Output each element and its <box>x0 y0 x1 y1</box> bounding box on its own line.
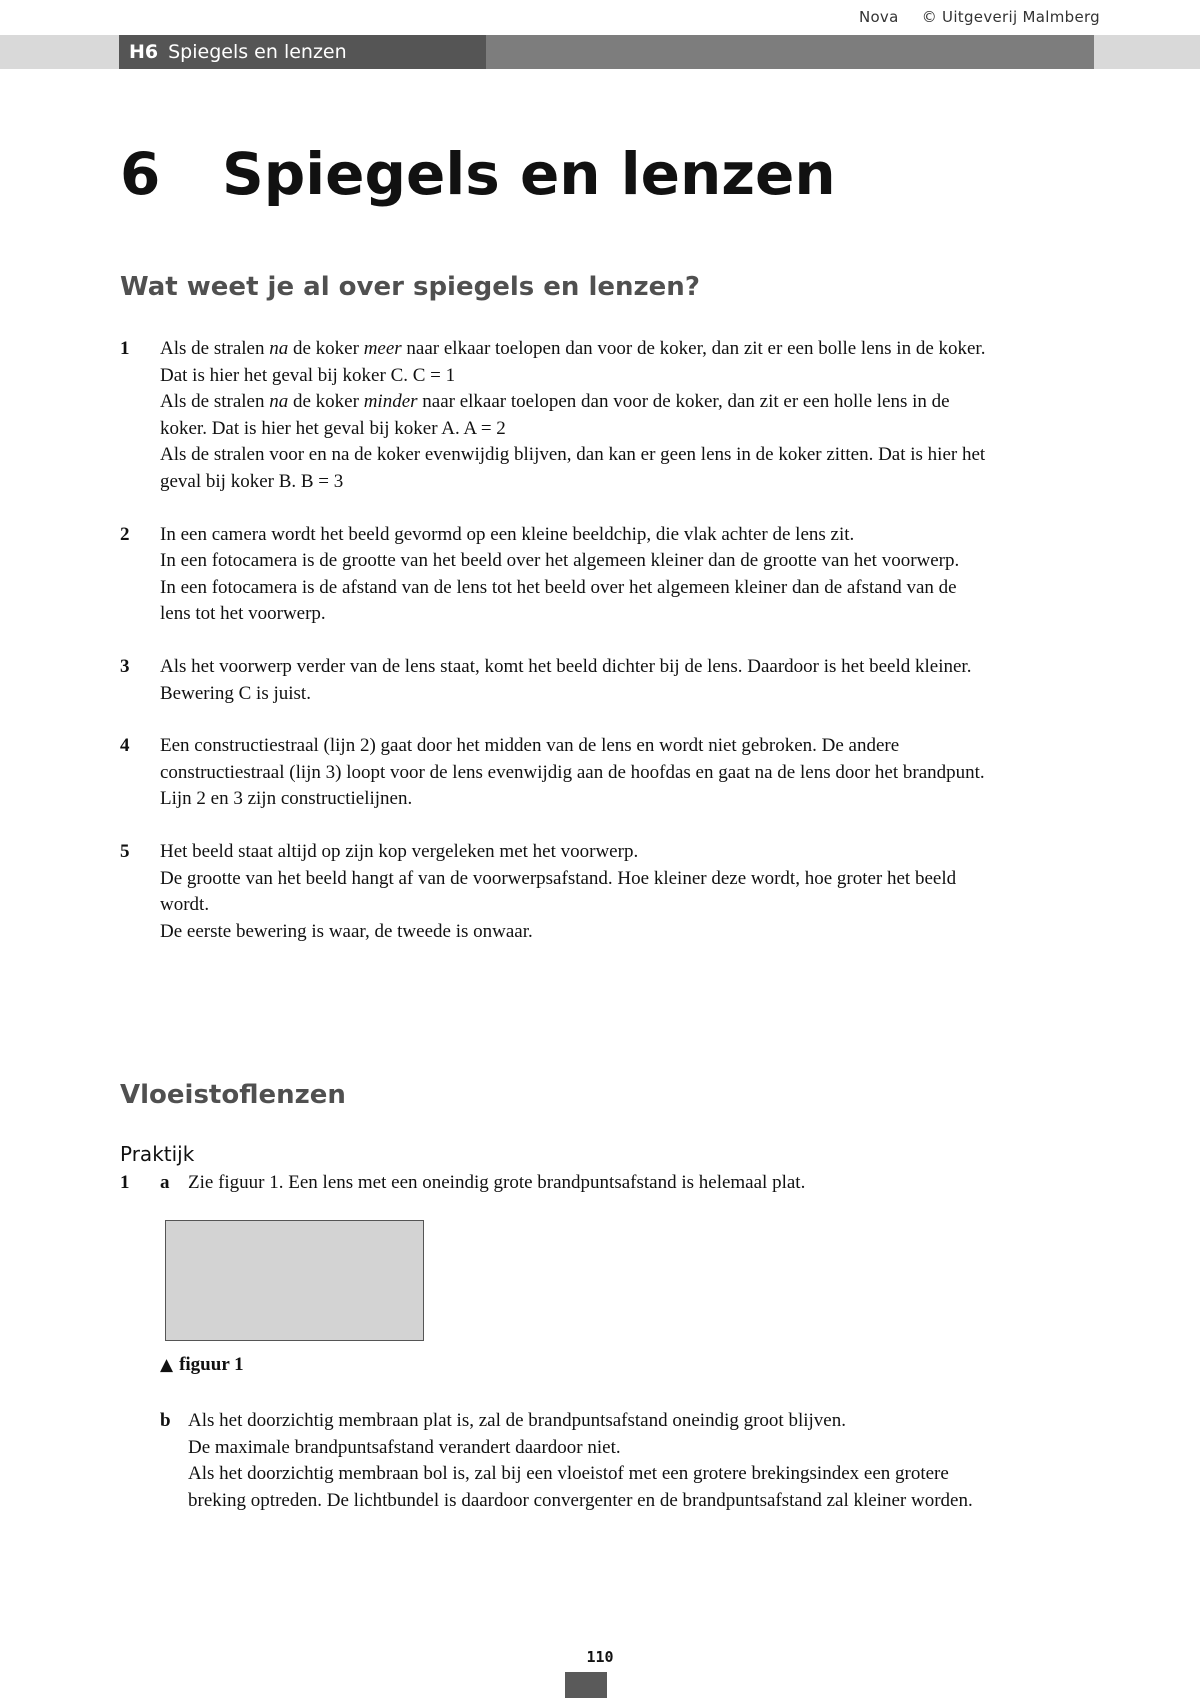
figure-caption <box>160 1354 244 1376</box>
answer-body <box>160 654 990 707</box>
answer-line: In een camera wordt het beeld gevormd op een kleine beeldchip, die vlak achter de lens zit. <box>160 523 855 545</box>
question-number: 1 <box>120 1172 130 1193</box>
triangle-up-icon: ▲ <box>160 1355 174 1375</box>
subheading-praktijk: Praktijk <box>120 1142 195 1166</box>
answer-item-5 <box>120 839 990 945</box>
part-b-line: Als het doorzichtig membraan plat is, zal de brandpuntsafstand oneindig groot blijven. <box>188 1410 846 1431</box>
part-letter-b: b <box>160 1410 171 1431</box>
answer-line: Het beeld staat altijd op zijn kop vergeleken met het voorwerp. <box>160 840 639 862</box>
chapter-number: 6 <box>120 140 161 208</box>
answer-list <box>120 336 990 971</box>
answer-item-1 <box>120 336 990 496</box>
chapter-code: H6 <box>129 41 159 63</box>
chapter-title-text: Spiegels en lenzen <box>222 140 836 208</box>
praktijk-question-1 <box>120 1170 1000 1197</box>
question-part-a <box>120 1170 1000 1197</box>
answer-item-4 <box>120 733 990 813</box>
chapter-title <box>120 140 836 208</box>
answer-line: Als het voorwerp verder van de lens staat, komt het beeld dichter bij de lens. Daardoor is het beeld kleiner. <box>160 655 972 677</box>
answer-number: 2 <box>120 523 130 545</box>
section-heading-prior-knowledge: Wat weet je al over spiegels en lenzen? <box>120 272 700 302</box>
part-a-text: Zie figuur 1. Een lens met een oneindig grote brandpuntsafstand is helemaal plat. <box>188 1172 806 1193</box>
answer-item-3 <box>120 654 990 707</box>
answer-line: Lijn 2 en 3 zijn constructielijnen. <box>160 788 413 810</box>
answer-body <box>160 839 990 945</box>
chapter-header-bar <box>0 35 1200 69</box>
answer-line: In een fotocamera is de grootte van het beeld over het algemeen kleiner dan de grootte van het voorwerp. <box>160 550 960 572</box>
answer-number: 5 <box>120 840 130 862</box>
brand-name: Nova <box>858 8 899 26</box>
answer-line: Als de stralen na de koker minder naar elkaar toelopen dan voor de koker, dan zit er een holle lens in de koker. Dat is hier het geval bij koker A. A = 2 <box>160 391 950 439</box>
part-letter-a: a <box>160 1172 170 1193</box>
part-b-line: Als het doorzichtig membraan bol is, zal bij een vloeistof met een grotere brekingsindex een grotere breking optreden. De lichtbundel is daardoor convergenter en de brandpuntsafstand zal kleiner worden. <box>188 1463 973 1511</box>
figure-1-image <box>165 1220 424 1341</box>
top-meta <box>859 8 1100 26</box>
chapter-bar-label <box>129 41 347 63</box>
answer-body <box>160 733 990 813</box>
answer-line: De eerste bewering is waar, de tweede is onwaar. <box>160 920 533 942</box>
part-b-line: De maximale brandpuntsafstand verandert daardoor niet. <box>188 1436 621 1458</box>
answer-number: 4 <box>120 735 130 757</box>
answer-item-2 <box>120 522 990 628</box>
question-part-b <box>160 1408 980 1514</box>
page-tab-marker <box>565 1672 607 1698</box>
chapter-bar-name: Spiegels en lenzen <box>168 41 347 63</box>
section-heading-liquid-lenses: Vloeistoflenzen <box>120 1080 346 1110</box>
answer-body <box>160 336 990 496</box>
answer-body <box>160 522 990 628</box>
chapter-bar-mid-segment <box>486 35 1094 69</box>
answer-line: Bewering C is juist. <box>160 682 311 704</box>
part-b-body <box>188 1408 980 1514</box>
answer-number: 1 <box>120 338 130 359</box>
answer-line: De grootte van het beeld hangt af van de voorwerpsafstand. Hoe kleiner deze wordt, hoe groter het beeld wordt. <box>160 867 957 916</box>
figure-caption-text: figuur 1 <box>179 1354 244 1375</box>
answer-line: Een constructiestraal (lijn 2) gaat door het midden van de lens en wordt niet gebroken. De andere constructiestraal (lijn 3) loopt voor de lens evenwijdig aan de hoofdas en gaat na de lens door het brandpunt. <box>160 735 985 783</box>
publisher-name: © Uitgeverij Malmberg <box>921 8 1100 26</box>
answer-line: In een fotocamera is de afstand van de lens tot het beeld over het algemeen kleiner dan de afstand van de lens tot het voorwerp. <box>160 576 957 625</box>
page-number: 110 <box>586 1648 614 1666</box>
answer-number: 3 <box>120 655 130 677</box>
answer-line: Als de stralen voor en na de koker evenwijdig blijven, dan kan er geen lens in de koker zitten. Dat is hier het geval bij koker B. B = 3 <box>160 444 986 492</box>
answer-line: Als de stralen na de koker meer naar elkaar toelopen dan voor de koker, dan zit er een bolle lens in de koker. Dat is hier het geval bij koker C. C = 1 <box>160 338 986 386</box>
